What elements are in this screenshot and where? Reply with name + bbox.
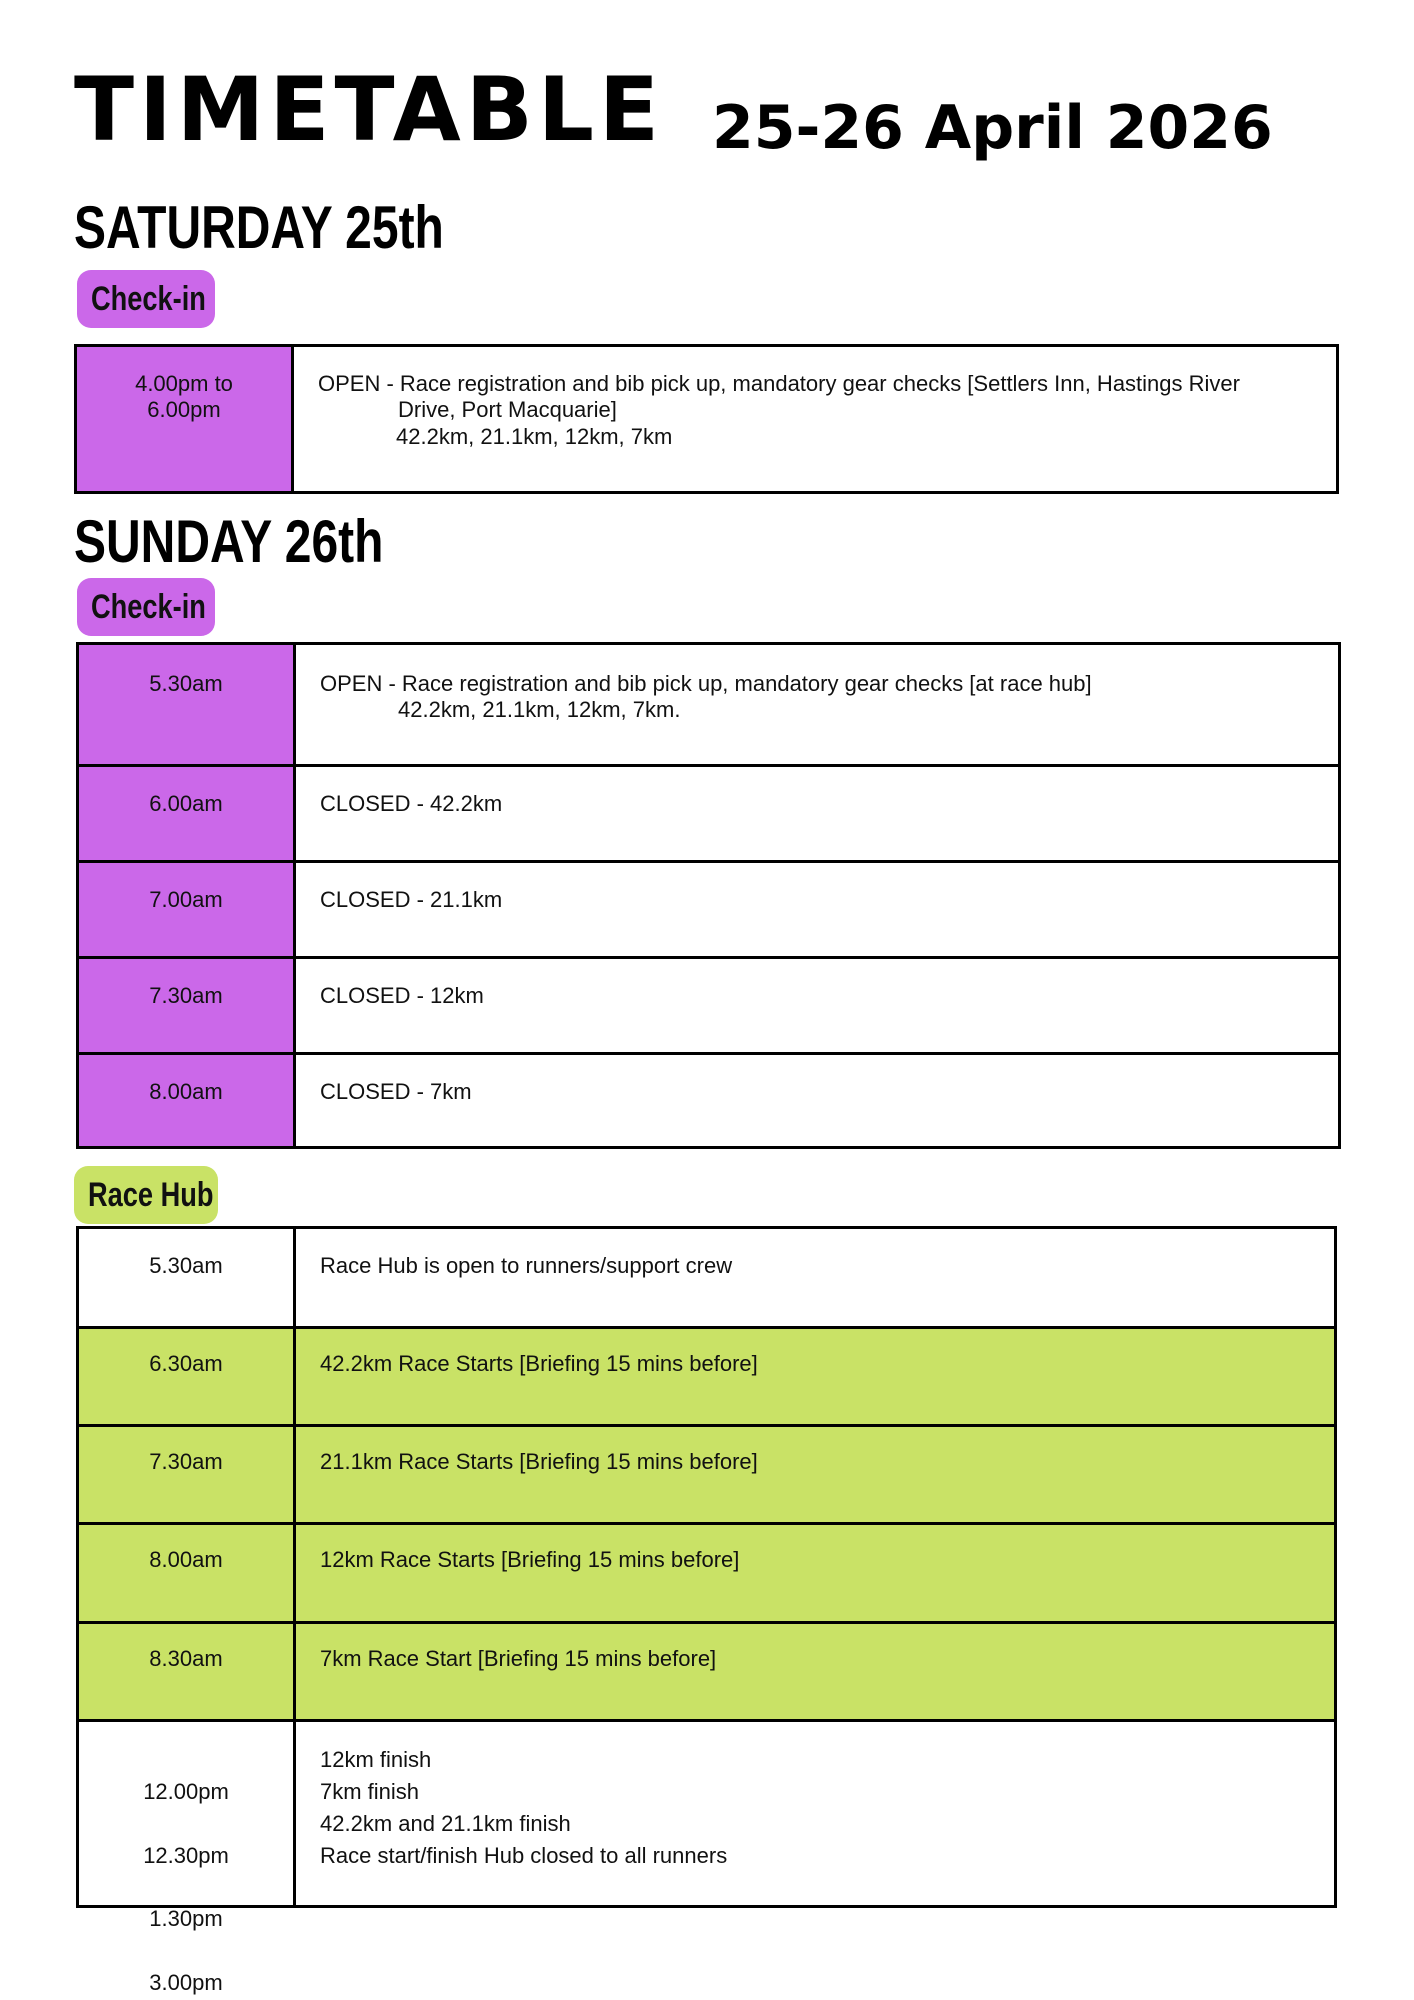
- row-time: 6.30am: [79, 1329, 296, 1424]
- row-description: 42.2km Race Starts [Briefing 15 mins before]: [296, 1329, 1334, 1424]
- row-time: 5.30am: [79, 1229, 296, 1326]
- racehub-label: Race Hub: [88, 1175, 214, 1214]
- table-row: [79, 1621, 1334, 1719]
- row-time: [79, 1722, 296, 1996]
- finish-description: 7km finish: [320, 1778, 420, 1804]
- table-row: [79, 1522, 1334, 1621]
- table-row: [79, 1424, 1334, 1522]
- table-row: [79, 645, 1338, 764]
- row-time: 7.30am: [79, 959, 296, 1052]
- row-description: 21.1km Race Starts [Briefing 15 mins before]: [296, 1427, 1334, 1522]
- saturday-checkin-table: [74, 344, 1339, 494]
- table-row: [79, 1229, 1334, 1326]
- row-description: [296, 1722, 1334, 1905]
- racehub-table: [76, 1226, 1337, 1996]
- table-row: [77, 347, 1336, 491]
- sunday-checkin-label: Check-in: [91, 587, 206, 626]
- row-time: 4.00pm to 6.00pm: [77, 347, 294, 491]
- table-row: [79, 860, 1338, 956]
- page-title: TIMETABLE: [74, 58, 665, 161]
- description-line: 42.2km, 21.1km, 12km, 7km.: [398, 697, 681, 723]
- row-time: 7.00am: [79, 863, 296, 956]
- saturday-heading: SATURDAY 25th: [74, 194, 444, 261]
- description-line: OPEN - Race registration and bib pick up, mandatory gear checks [at race hub]: [320, 671, 1092, 696]
- row-time: 6.00am: [79, 767, 296, 860]
- row-description: 7km Race Start [Briefing 15 mins before]: [296, 1624, 1334, 1719]
- finish-time: 12.30pm: [143, 1842, 229, 1868]
- event-date: 25-26 April 2026: [712, 93, 1273, 163]
- finish-time: 1.30pm: [149, 1906, 223, 1932]
- row-description: CLOSED - 21.1km: [296, 863, 1338, 956]
- table-row: [79, 764, 1338, 860]
- description-line: Drive, Port Macquarie]: [398, 397, 617, 423]
- row-description: CLOSED - 7km: [296, 1055, 1338, 1146]
- racehub-badge: [74, 1166, 218, 1224]
- finish-time: 12.00pm: [143, 1778, 229, 1804]
- table-row: [79, 1052, 1338, 1146]
- row-description: CLOSED - 12km: [296, 959, 1338, 1052]
- table-row: [79, 956, 1338, 1052]
- saturday-checkin-badge: [77, 270, 215, 328]
- finish-description: Race start/finish Hub closed to all runners: [320, 1842, 728, 1868]
- table-row: [79, 1719, 1334, 1996]
- description-line: OPEN - Race registration and bib pick up, mandatory gear checks [Settlers Inn, Hastings River: [318, 371, 1240, 396]
- row-time: 7.30am: [79, 1427, 296, 1522]
- row-description: 12km Race Starts [Briefing 15 mins before]: [296, 1525, 1334, 1621]
- finish-description: 42.2km and 21.1km finish: [320, 1810, 571, 1836]
- row-description: [294, 347, 1336, 491]
- row-description: CLOSED - 42.2km: [296, 767, 1338, 860]
- description-line: 42.2km, 21.1km, 12km, 7km: [396, 423, 673, 449]
- finish-description: 12km finish: [320, 1747, 432, 1772]
- row-description: [296, 645, 1338, 764]
- sunday-heading: SUNDAY 26th: [74, 508, 384, 575]
- sunday-checkin-table: [76, 642, 1341, 1149]
- row-time: 5.30am: [79, 645, 296, 764]
- row-description: Race Hub is open to runners/support crew: [296, 1229, 1334, 1326]
- saturday-checkin-label: Check-in: [91, 279, 206, 318]
- row-time: 8.00am: [79, 1525, 296, 1621]
- row-time: 8.00am: [79, 1055, 296, 1146]
- sunday-checkin-badge: [77, 578, 215, 636]
- row-time: 8.30am: [79, 1624, 296, 1719]
- table-row: [79, 1326, 1334, 1424]
- finish-time: 3.00pm: [149, 1970, 223, 1996]
